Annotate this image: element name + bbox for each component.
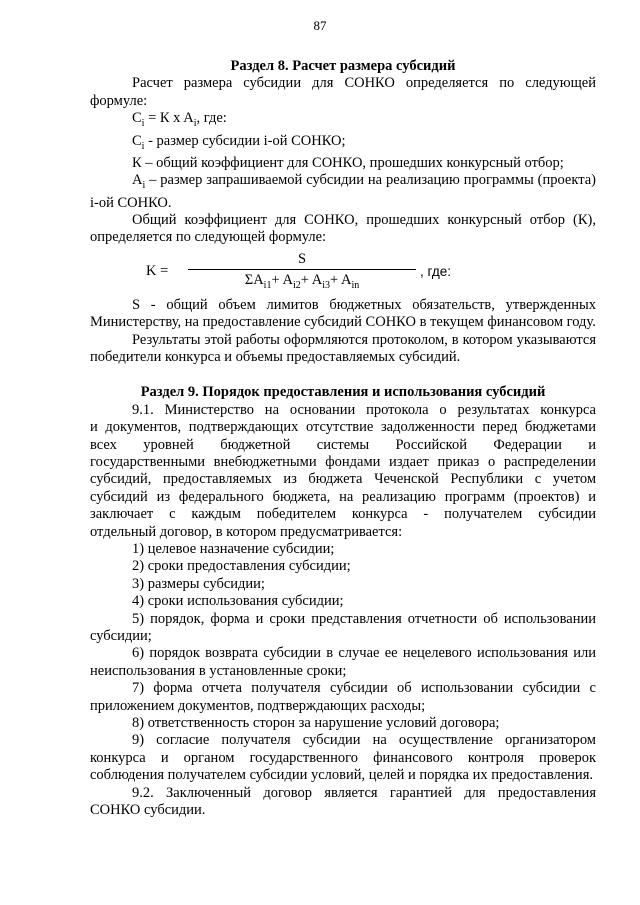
definition-ai: $A_i$ – размер запрашиваемой субсидии на реализацию программы (проекта) i-ой СОНКО. xyxy=(90,172,596,211)
section-9-title: Раздел 9. Порядок предоставления и использования субсидий xyxy=(140,384,546,401)
list-item: 6) порядок возврата субсидии в случае ее нецелевого использования или неиспользования в установленные сроки; xyxy=(90,645,596,679)
document-body xyxy=(90,58,596,820)
k-formula-fraction xyxy=(188,251,416,295)
list-item: 2) сроки предоставления субсидии; xyxy=(132,558,351,575)
section-8-intro: Расчет размера субсидии для СОНКО определяется по следующей формуле: xyxy=(90,75,596,109)
k-formula xyxy=(90,251,596,291)
paragraph-line: отдельный договор, в котором предусматривается: xyxy=(90,523,403,540)
paragraph-line: заключает с каждым победителем конкурса - получателем субсидии xyxy=(90,506,596,523)
definition-k: К – общий коэффициент для СОНКО, прошедших конкурсный отбор; xyxy=(132,154,564,171)
paragraph-line: государственными внебюджетными фондами издает приказ о распределении xyxy=(90,453,596,470)
formula-ci: $C_i = К$ x $A_i$, где: xyxy=(132,110,227,130)
paragraph-line: 9.1. Министерство на основании протокола о результатах конкурса xyxy=(132,401,596,418)
list-item: 4) сроки использования субсидии; xyxy=(132,593,344,610)
list-item: 8) ответственность сторон за нарушение условий договора; xyxy=(132,715,500,732)
paragraph-line: субсидий из федерального бюджета, на реализацию программ (проектов) и xyxy=(90,488,596,505)
paragraph-line: и документов, подтверждающих отсутствие задолженности перед бюджетами xyxy=(90,419,596,436)
section-8-title: Раздел 8. Расчет размера субсидий xyxy=(230,58,456,74)
paragraph-9-1 xyxy=(90,402,596,541)
k-formula-tail: , где: xyxy=(420,263,451,279)
k-formula-lhs: K = xyxy=(146,262,169,279)
definition-ci: $C_i$ - размер субсидии i-ой СОНКО; xyxy=(132,132,346,152)
page-number: 87 xyxy=(313,18,327,33)
list-item: 5) порядок, форма и сроки представления отчетности об использовании субсидии; xyxy=(90,610,596,645)
paragraph-line: всех уровней бюджетной системы Российской Федерации и xyxy=(90,436,596,453)
k-formula-numerator: S xyxy=(188,251,416,270)
s-definition: S - общий объем лимитов бюджетных обязательств, утвержденных Министерству, на предоставление субсидий СОНКО в текущем финансовом году. xyxy=(90,296,596,331)
list-item: 1) целевое назначение субсидии; xyxy=(132,541,335,558)
k-formula-intro: Общий коэффициент для СОНКО, прошедших конкурсный отбор (К), определяется по следующей формуле: xyxy=(90,211,596,246)
list-item: 3) размеры субсидии; xyxy=(132,575,265,592)
list-item: 7) форма отчета получателя субсидии об использовании субсидии с приложением документов, подтверждающих расходы; xyxy=(90,680,596,714)
list-item: 9) согласие получателя субсидии на осуществление организатором конкурса и органом государственного финансового контроля проверок соблюдения получателем субсидии условий, целей и порядка их предоставления. xyxy=(90,732,596,784)
paragraph-line: субсидий, предоставляемых из бюджета Чеченской Республики с учетом xyxy=(90,471,596,488)
k-formula-denominator: $\Sigma A_{i1}+ A_{i2}+ A_{i3}+ A_{in}$ xyxy=(244,272,360,292)
paragraph-9-2: 9.2. Заключенный договор является гарантией для предоставления СОНКО субсидии. xyxy=(90,784,596,819)
results-paragraph: Результаты этой работы оформляются протоколом, в котором указываются победители конкурса и объемы предоставляемых субсидий. xyxy=(90,331,596,365)
